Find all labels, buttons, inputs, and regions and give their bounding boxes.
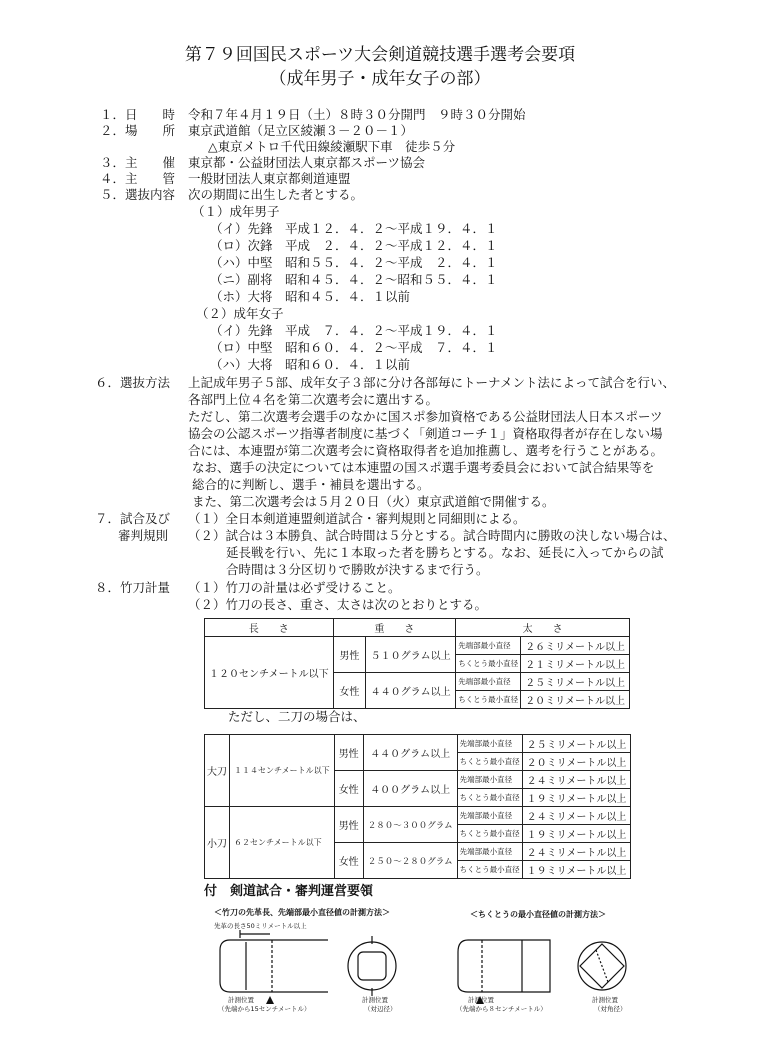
diameter-value: １９ミリメートル以上: [522, 861, 631, 879]
right-shinai-outline: [458, 940, 550, 992]
item-label: ４．主 管: [100, 171, 176, 186]
section-6-line: 各部門上位４名を第二次選考会に選出する。: [188, 392, 439, 407]
gender-male: 男性: [334, 807, 363, 843]
left-position2-label: 計測位置: [362, 996, 388, 1004]
item-text: 一般財団法人東京都剣道連盟: [188, 171, 351, 186]
diameter-value: ２５ミリメートル以上: [522, 735, 631, 753]
diameter-value: １９ミリメートル以上: [522, 825, 631, 843]
tip-label: 先端部最小直径: [457, 771, 522, 789]
weight-value: ４００グラム以上: [363, 771, 457, 807]
section-7-line: （１）全日本剣道連盟剣道試合・審判規則と同細則による。: [188, 511, 526, 526]
section-6-line: 総合的に判断し、選手・補員を選出する。: [192, 477, 430, 492]
daito-label: 大刀: [205, 735, 230, 807]
section-8-label: ８．竹刀計量: [95, 580, 171, 595]
item-label: １．日 時: [100, 107, 176, 122]
section-6-line: 合には、本連盟が第二次選考会に資格取得者を追加推薦し、選考を行うことがある。: [188, 443, 664, 458]
item-text: 令和７年４月１９日（土）８時３０分開門 ９時３０分開始: [188, 107, 526, 122]
page-subtitle: （成年男子・成年女子の部）: [269, 69, 491, 89]
tip-label: 先端部最小直径: [456, 637, 521, 655]
item-label: ５．選抜内容: [100, 187, 176, 202]
figure-left-note: 先革の長さ50ミリメートル以上: [214, 922, 307, 930]
shoto-label: 小刀: [205, 807, 230, 879]
weight-value: ２８０～３００グラム: [363, 807, 457, 843]
header-length: 長 さ: [205, 619, 334, 637]
weight-value: ４４０グラム以上: [366, 673, 456, 709]
daito-length: １１４センチメートル以下: [230, 735, 335, 807]
right-position-label: 計測位置: [468, 996, 494, 1004]
item-text: 次の期間に出生した者とする。: [188, 187, 364, 202]
men-row: （ニ）副将 昭和４５．４．２～昭和５５．４．１: [210, 272, 498, 287]
section-7-label: ７．試合及び: [95, 511, 171, 526]
nito-spec-table: [204, 734, 631, 879]
women-row: （イ）先鋒 平成 ７．４．２～平成１９．４．１: [210, 323, 498, 338]
item-label: ３．主 催: [100, 155, 176, 170]
right-position2-label: 計測位置: [592, 996, 618, 1004]
diameter-value: ２４ミリメートル以上: [522, 843, 631, 861]
item-text: 東京武道館（足立区綾瀬３－２０－１）: [188, 123, 414, 138]
weight-value: ４４０グラム以上: [363, 735, 457, 771]
diameter-value: １９ミリメートル以上: [522, 789, 631, 807]
shinai-spec-table: [204, 618, 630, 709]
header-thickness: 太 さ: [456, 619, 630, 637]
left-shinai-outline: [220, 950, 328, 992]
diameter-value: ２６ミリメートル以上: [521, 637, 630, 655]
section-8-line: （２）竹刀の長さ、重さ、太さは次のとおりとする。: [188, 597, 488, 612]
item-label: ２．場 所: [100, 123, 176, 138]
tsuka-label: ちくとう最小直径: [456, 655, 521, 673]
section-6-label: ６．選抜方法: [95, 375, 171, 390]
section-7-line: （２）試合は３本勝負、試合時間は５分とする。試合時間内に勝敗の決しない場合は、: [188, 528, 676, 543]
section-7-line: 合時間は３分区切りで勝敗が決するまで行う。: [226, 562, 489, 577]
men-row: （ロ）次鋒 平成 ２．４．２～平成１２．４．１: [210, 238, 498, 253]
tip-label: 先端部最小直径: [456, 673, 521, 691]
weight-value: ５１０グラム以上: [366, 637, 456, 673]
length-value: １２０センチメートル以下: [205, 637, 334, 709]
right-position2-sub: （対角径）: [594, 1005, 627, 1013]
gender-female: 女性: [333, 673, 365, 709]
tsuka-label: ちくとう最小直径: [457, 861, 522, 879]
item-text: 東京都・公益財団法人東京都スポーツ協会: [188, 155, 426, 170]
nito-note: ただし、二刀の場合は、: [228, 709, 366, 724]
men-row: （ハ）中堅 昭和５５．４．２～平成 ２．４．１: [210, 255, 498, 270]
men-row: （ホ）大将 昭和４５．４．１以前: [210, 289, 411, 304]
tip-label: 先端部最小直径: [457, 807, 522, 825]
header-weight: 重 さ: [333, 619, 456, 637]
weight-value: ２５０～２８０グラム: [363, 843, 457, 879]
diameter-value: ２１ミリメートル以上: [521, 655, 630, 673]
gender-female: 女性: [334, 843, 363, 879]
women-row: （ハ）大将 昭和６０．４．１以前: [210, 357, 411, 372]
item-text: △東京メトロ千代田線綾瀬駅下車 徒歩５分: [208, 139, 456, 154]
gender-male: 男性: [333, 637, 365, 673]
left-position2-sub: （対辺径）: [364, 1005, 397, 1013]
section-6-line: なお、選手の決定については本連盟の国スポ選手選考委員会において試合結果等を: [192, 460, 655, 475]
section-6-line: 上記成年男子５部、成年女子３部に分け各部毎にトーナメント法によって試合を行い、: [188, 375, 676, 390]
shoto-length: ６２センチメートル以下: [230, 807, 335, 879]
left-position-sub: （先端から15センチメートル）: [218, 1005, 311, 1013]
women-row: （ロ）中堅 昭和６０．４．２～平成 ７．４．１: [210, 340, 498, 355]
right-position-sub: （先端から８センチメートル）: [456, 1005, 547, 1013]
tsuka-label: ちくとう最小直径: [457, 825, 522, 843]
men-row: （イ）先鋒 平成１２．４．２～平成１９．４．１: [210, 221, 498, 236]
section-8-line: （１）竹刀の計量は必ず受けること。: [188, 580, 401, 595]
tip-label: 先端部最小直径: [457, 843, 522, 861]
section-6-line: また、第二次選考会は５月２０日（火）東京武道館で開催する。: [192, 494, 555, 509]
men-header: （１）成年男子: [192, 204, 280, 219]
gender-male: 男性: [334, 735, 363, 771]
women-header: （２）成年女子: [196, 306, 284, 321]
diameter-value: ２４ミリメートル以上: [522, 771, 631, 789]
section-7-line: 延長戦を行い、先に１本取った者を勝ちとする。なお、延長に入ってからの試: [226, 545, 664, 560]
diameter-value: ２５ミリメートル以上: [521, 673, 630, 691]
tip-label: 先端部最小直径: [457, 735, 522, 753]
gender-female: 女性: [334, 771, 363, 807]
diameter-value: ２０ミリメートル以上: [521, 691, 630, 709]
figure-left-caption: ＜竹刀の先革長、先端部最小直径値の計測方法＞: [214, 908, 390, 917]
left-position-label: 計測位置: [228, 996, 254, 1004]
page-title: 第７９回国民スポーツ大会剣道競技選手選考会要項: [184, 45, 576, 65]
left-cross-section: [348, 942, 396, 990]
section-6-line: 協会の公認スポーツ指導者制度に基づく「剣道コーチ１」資格取得者が存在しない場: [188, 426, 663, 441]
tsuka-label: ちくとう最小直径: [456, 691, 521, 709]
tsuka-label: ちくとう最小直径: [457, 753, 522, 771]
figure-right-caption: ＜ちくとうの最小直径値の計測方法＞: [470, 910, 606, 919]
section-7-label-2: 審判規則: [118, 528, 169, 543]
section-6-line: ただし、第二次選考会選手のなかに国スポ参加資格である公益財団法人日本スポーツ: [188, 409, 663, 424]
tsuka-label: ちくとう最小直径: [457, 789, 522, 807]
appendix-title: 付 剣道試合・審判運営要領: [204, 884, 374, 899]
diameter-value: ２４ミリメートル以上: [522, 807, 631, 825]
diameter-value: ２０ミリメートル以上: [522, 753, 631, 771]
